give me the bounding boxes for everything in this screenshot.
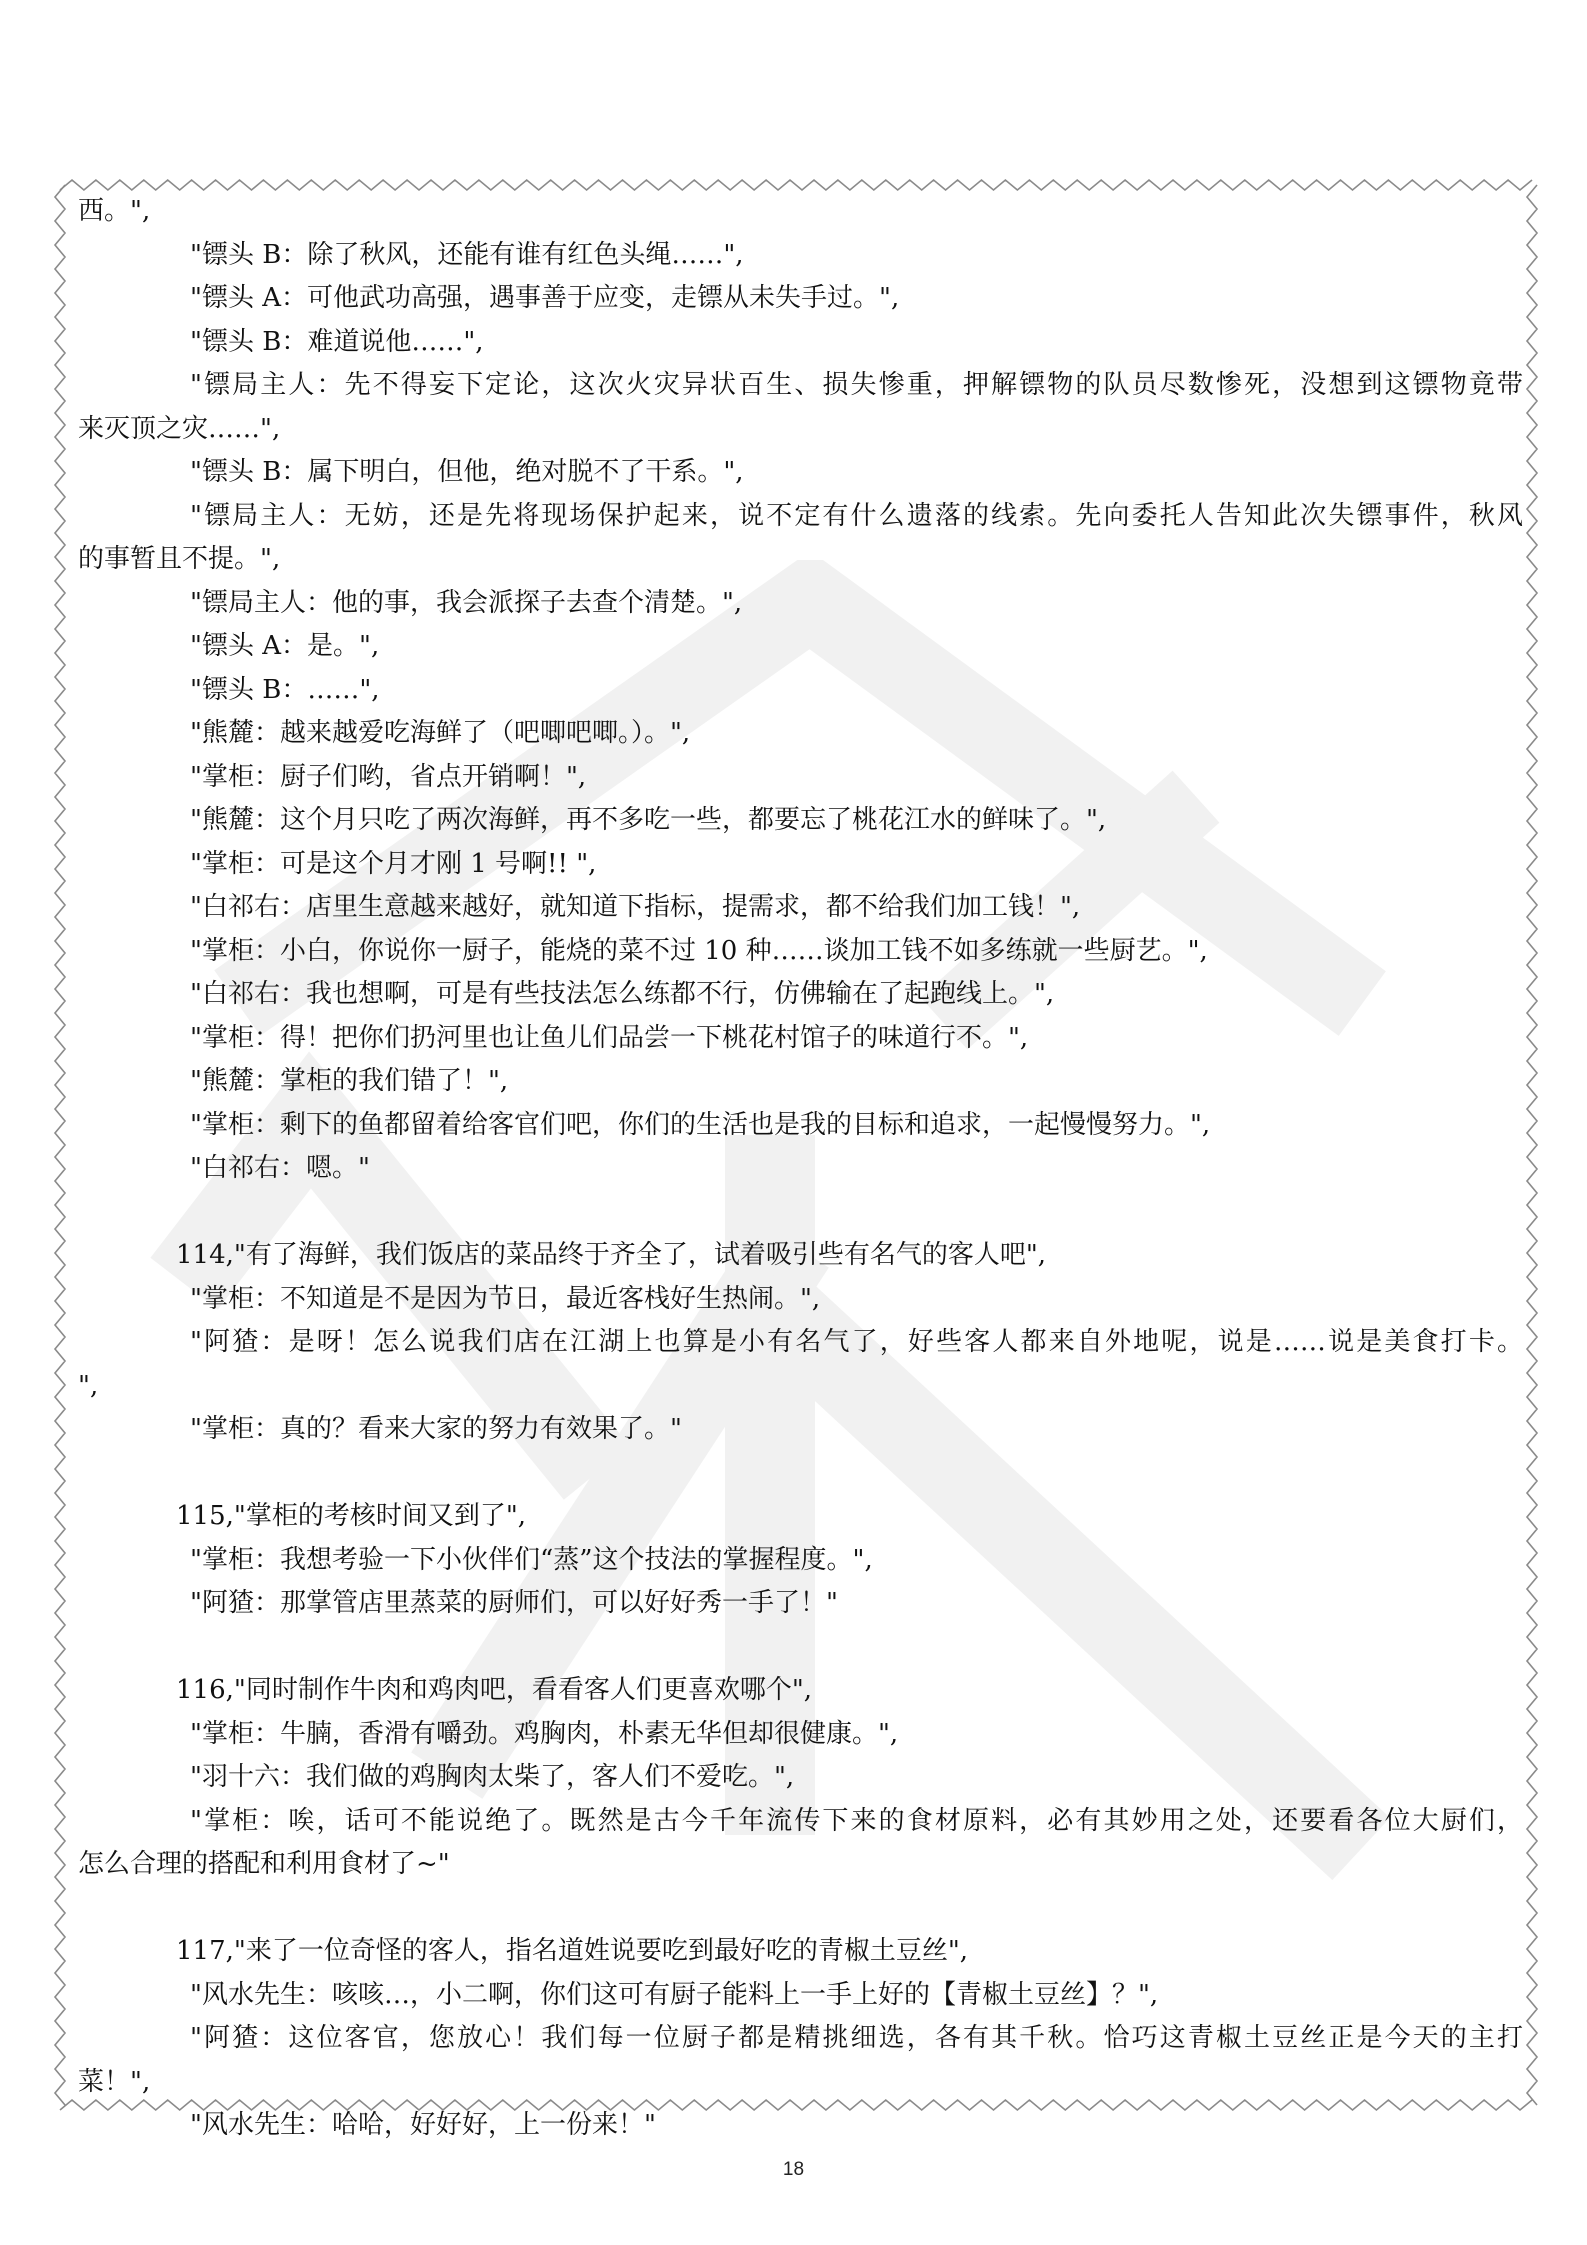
text-line: ", — [78, 1370, 99, 1401]
text-line: "掌柜：不知道是不是因为节日，最近客栈好生热闹。", — [190, 1283, 821, 1314]
border-right — [1527, 185, 1537, 2105]
text-line: "阿猹：是呀！怎么说我们店在江湖上也算是小有名气了，好些客人都来自外地呢，说是……说是美食打卡。 — [190, 1327, 1523, 1357]
paragraph-gap — [78, 1887, 1523, 1931]
text-line: "镖头 A：可他武功高强，遇事善于应变，走镖从未失手过。", — [190, 283, 900, 313]
section-heading: 115,"掌柜的考核时间又到了", — [176, 1501, 527, 1531]
text-line: "熊麓：这个月只吃了两次海鲜，再不多吃一些，都要忘了桃花江水的鲜味了。", — [190, 805, 1107, 835]
text-line: 来灭顶之灾……", — [78, 413, 281, 444]
text-line: "掌柜：厨子们哟，省点开销啊！", — [190, 761, 587, 792]
text-line: "白祁右：嗯。" — [190, 1153, 370, 1183]
text-line: "镖局主人：先不得妄下定论，这次火灾异状百生、损失惨重，押解镖物的队员尽数惨死，没想到这镖物竟带 — [190, 370, 1523, 400]
text-line: 菜！", — [78, 2066, 151, 2097]
section-heading: 116,"同时制作牛肉和鸡肉吧，看看客人们更喜欢哪个", — [176, 1675, 813, 1705]
text-line: "熊麓：越来越爱吃海鲜了（吧唧吧唧。）。", — [190, 718, 691, 748]
text-line: 的事暂且不提。", — [78, 544, 281, 574]
text-line: "镖局主人：无妨，还是先将现场保护起来，说不定有什么遗落的线索。先向委托人告知此次失镖事件，秋风 — [190, 500, 1523, 531]
text-line: "掌柜：小白，你说你一厨子，能烧的菜不过 10 种……谈加工钱不如多练就一些厨艺。", — [190, 935, 1208, 966]
text-line: "阿猹：这位客官，您放心！我们每一位厨子都是精挑细选，各有其千秋。恰巧这青椒土豆丝正是今天的主打 — [190, 2023, 1523, 2053]
text-line: "羽十六：我们做的鸡胸肉太柴了，客人们不爱吃。", — [190, 1762, 795, 1792]
text-line: "掌柜：我想考验一下小伙伴们“蒸”这个技法的掌握程度。", — [190, 1544, 873, 1575]
text-line: "掌柜：得！把你们扔河里也让鱼儿们品尝一下桃花村馆子的味道行不。", — [190, 1022, 1029, 1053]
text-line: "镖局主人：他的事，我会派探子去查个清楚。", — [190, 587, 743, 618]
text-line: "风水先生：咳咳…，小二啊，你们这可有厨子能料上一手上好的【青椒土豆丝】？", — [190, 1979, 1159, 2010]
text-line: "风水先生：哈哈，好好好，上一份来！" — [190, 2110, 656, 2140]
border-left — [55, 185, 65, 2105]
text-line: "掌柜：唉，话可不能说绝了。既然是古今千年流传下来的食材原料，必有其妙用之处，还要看各位大厨们， — [190, 1805, 1523, 1836]
text-line: "镖头 A：是。", — [190, 631, 380, 661]
document-body — [78, 190, 1523, 2148]
paragraph-gap — [78, 1191, 1523, 1235]
text-line: "掌柜：牛腩，香滑有嚼劲。鸡胸肉，朴素无华但却很健康。", — [190, 1718, 899, 1749]
text-line: "镖头 B：……", — [190, 674, 380, 705]
section-heading: 114,"有了海鲜，我们饭店的菜品终于齐全了，试着吸引些有名气的客人吧", — [176, 1240, 1047, 1270]
text-line: "白祁右：我也想啊，可是有些技法怎么练都不行，仿佛输在了起跑线上。", — [190, 979, 1055, 1009]
border-top — [60, 180, 1532, 190]
text-line: "熊麓：掌柜的我们错了！", — [190, 1066, 509, 1096]
paragraph-gap — [78, 1452, 1523, 1496]
page-number: 18 — [782, 2159, 805, 2180]
text-line: "镖头 B：难道说他……", — [190, 326, 484, 357]
text-line: 怎么合理的搭配和利用食材了~" — [78, 1849, 450, 1879]
text-line: 西。", — [78, 196, 151, 226]
text-line: "白祁右：店里生意越来越好，就知道下指标，提需求，都不给我们加工钱！", — [190, 892, 1081, 922]
text-line: "掌柜：可是这个月才刚 1 号啊!! ", — [190, 848, 597, 879]
text-line: "掌柜：剩下的鱼都留着给客官们吧，你们的生活也是我的目标和追求，一起慢慢努力。", — [190, 1109, 1211, 1140]
section-heading: 117,"来了一位奇怪的客人，指名道姓说要吃到最好吃的青椒土豆丝", — [176, 1936, 969, 1966]
text-line: "镖头 B：属下明白，但他，绝对脱不了干系。", — [190, 457, 744, 487]
paragraph-gap — [78, 1626, 1523, 1670]
text-line: "镖头 B：除了秋风，还能有谁有红色头绳……", — [190, 239, 744, 270]
text-line: "掌柜：真的？看来大家的努力有效果了。" — [190, 1414, 682, 1444]
text-line: "阿猹：那掌管店里蒸菜的厨师们，可以好好秀一手了！" — [190, 1588, 838, 1618]
